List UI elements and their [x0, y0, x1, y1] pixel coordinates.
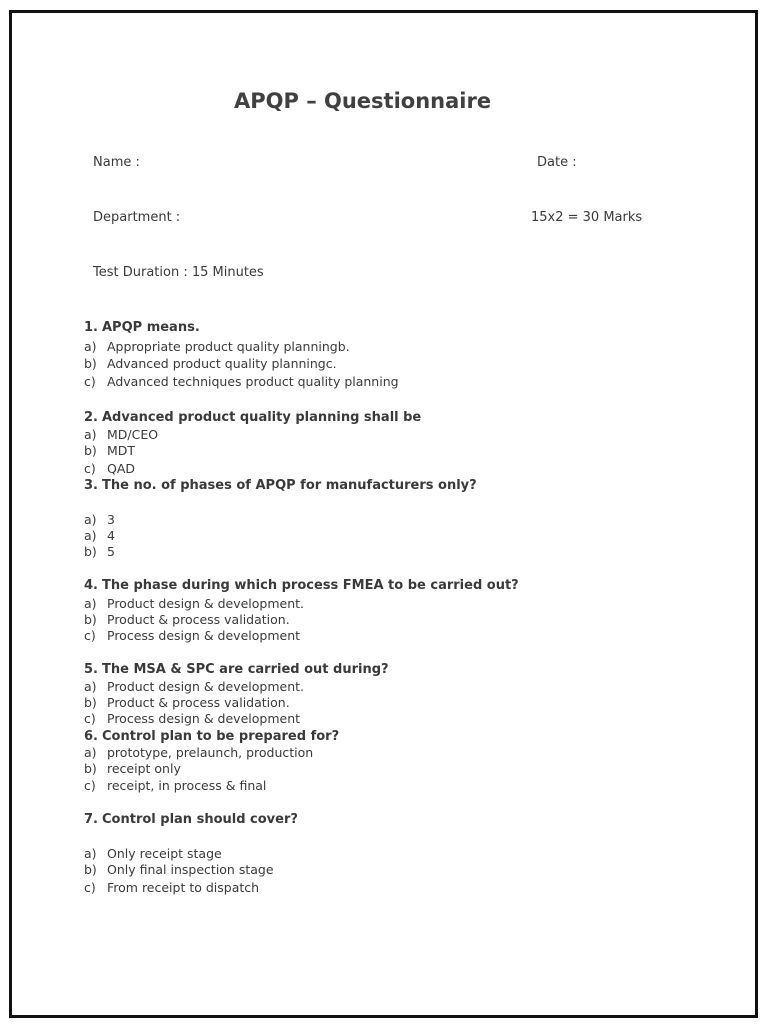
question-text: Control plan should cover?	[102, 812, 298, 827]
question-text: The no. of phases of APQP for manufacturers only?	[102, 478, 477, 493]
option-letter: a)	[84, 846, 97, 861]
option-text: Advanced product quality planningc.	[107, 356, 337, 371]
option-text: MDT	[107, 443, 136, 458]
option-letter: b)	[84, 612, 97, 627]
question-number: 4.	[84, 578, 98, 593]
option-letter: c)	[84, 880, 96, 895]
option-text: 5	[107, 544, 115, 559]
option-letter: a)	[84, 339, 97, 354]
option-letter: b)	[84, 356, 97, 371]
question-text: Advanced product quality planning shall be	[102, 410, 422, 425]
option	[84, 443, 135, 458]
question-7	[84, 812, 298, 827]
option	[84, 679, 304, 694]
option-text: Process design & development	[107, 711, 301, 726]
question-text: The phase during which process FMEA to be carried out?	[102, 578, 519, 593]
option-text: Product & process validation.	[107, 612, 290, 627]
option-text: Process design & development	[107, 628, 301, 643]
option	[84, 356, 337, 371]
option-letter: a)	[84, 679, 97, 694]
option	[84, 596, 304, 611]
option	[84, 628, 300, 643]
option	[84, 461, 135, 476]
department-field-label: Department :	[93, 210, 181, 225]
question-text: Control plan to be prepared for?	[102, 729, 340, 744]
option-text: prototype, prelaunch, production	[107, 745, 314, 760]
question-5	[84, 662, 389, 677]
option-letter: c)	[84, 461, 96, 476]
option	[84, 695, 290, 710]
option-text: 4	[107, 528, 115, 543]
option	[84, 427, 158, 442]
name-field-label: Name :	[93, 155, 140, 170]
option-text: Only receipt stage	[107, 846, 222, 861]
option	[84, 711, 300, 726]
date-field-label: Date :	[537, 155, 577, 170]
option-letter: b)	[84, 443, 97, 458]
question-3	[84, 478, 477, 493]
option-letter: a)	[84, 596, 97, 611]
question-number: 3.	[84, 478, 98, 493]
option-letter: b)	[84, 544, 97, 559]
question-text: APQP means.	[102, 320, 200, 335]
option-text: Advanced techniques product quality planning	[107, 374, 399, 389]
option	[84, 339, 350, 354]
question-number: 2.	[84, 410, 98, 425]
option	[84, 862, 274, 877]
option-text: Appropriate product quality planningb.	[107, 339, 350, 354]
option-letter: a)	[84, 745, 97, 760]
option	[84, 880, 259, 895]
option-letter: c)	[84, 711, 96, 726]
page-title: APQP – Questionnaire	[234, 89, 492, 113]
option	[84, 745, 313, 760]
option	[84, 778, 266, 793]
marks-label: 15x2 = 30 Marks	[531, 210, 643, 225]
option-letter: c)	[84, 778, 96, 793]
option	[84, 512, 115, 527]
option-text: QAD	[107, 461, 136, 476]
option-letter: c)	[84, 374, 96, 389]
question-4	[84, 578, 519, 593]
question-2	[84, 410, 421, 425]
option-letter: b)	[84, 862, 97, 877]
option-letter: b)	[84, 761, 97, 776]
option	[84, 761, 181, 776]
option	[84, 528, 115, 543]
option-letter: a)	[84, 512, 97, 527]
option-text: Product design & development.	[107, 596, 305, 611]
option-text: Product & process validation.	[107, 695, 290, 710]
question-6	[84, 729, 339, 744]
option-text: Product design & development.	[107, 679, 305, 694]
question-number: 1.	[84, 320, 98, 335]
option-letter: b)	[84, 695, 97, 710]
question-number: 5.	[84, 662, 98, 677]
option-text: receipt only	[107, 761, 181, 776]
question-text: The MSA & SPC are carried out during?	[102, 662, 389, 677]
option	[84, 374, 399, 389]
option-letter: c)	[84, 628, 96, 643]
option	[84, 612, 290, 627]
option-text: Only final inspection stage	[107, 862, 274, 877]
question-1	[84, 320, 200, 335]
option-text: From receipt to dispatch	[107, 880, 260, 895]
question-number: 7.	[84, 812, 98, 827]
duration-label: Test Duration : 15 Minutes	[93, 265, 264, 280]
option-text: MD/CEO	[107, 427, 159, 442]
option-text: 3	[107, 512, 115, 527]
option-letter: a)	[84, 427, 97, 442]
question-number: 6.	[84, 729, 98, 744]
option-text: receipt, in process & final	[107, 778, 267, 793]
option	[84, 846, 222, 861]
option	[84, 544, 115, 559]
option-letter: a)	[84, 528, 97, 543]
